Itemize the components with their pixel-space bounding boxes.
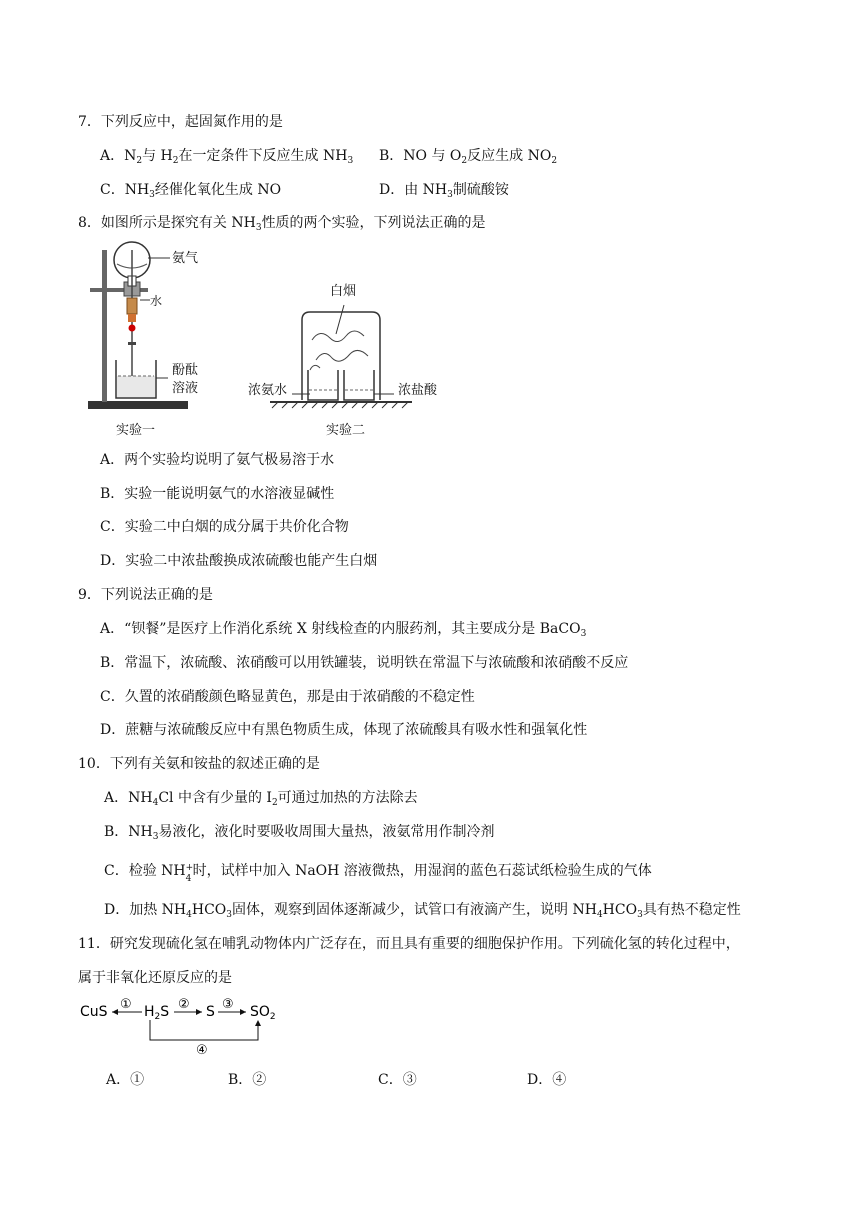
- caption-experiment-one: 实验一: [116, 423, 156, 438]
- q7-option-b: B．NO 与 $O_2$反应生成 $NO_2$: [379, 148, 558, 166]
- q8-option-b: B．实验一能说明氨气的水溶液显碱性: [100, 486, 335, 502]
- q11-option-c: C．③: [378, 1072, 417, 1088]
- q8-stem: 8．如图所示是探究有关 $NH_3$性质的两个实验，下列说法正确的是: [78, 215, 486, 233]
- q10-option-d: D．加热 $NH_4HCO_3$固体，观察到固体逐渐减少，试管口有液滴产生，说明 $NH_4HCO_3$具有热不稳定性: [104, 902, 741, 920]
- label-ammonia: 氨气: [172, 251, 199, 266]
- q11-stem-line1: 11．研究发现硫化氢在哺乳动物体内广泛存在，而且具有重要的细胞保护作用。下列硫化氢的转化过程中，: [78, 936, 740, 952]
- q9-option-c: C．久置的浓硝酸颜色略显黄色，那是由于浓硝酸的不稳定性: [100, 689, 475, 705]
- q11-option-d: D．④: [527, 1072, 567, 1088]
- label-phenolphthalein-1: 酚酞: [172, 363, 199, 378]
- label-water: 水: [150, 294, 163, 308]
- scheme-so2: $SO_2$: [250, 1004, 276, 1022]
- label-concentrated-ammonia: 浓氨水: [248, 383, 288, 398]
- scheme-s: S: [206, 1004, 215, 1020]
- q7-stem: 7．下列反应中，起固氮作用的是: [78, 114, 283, 130]
- q8-option-c: C．实验二中白烟的成分属于共价化合物: [100, 519, 349, 535]
- q11-option-a: A．①: [106, 1072, 145, 1088]
- q11-option-b: B．②: [228, 1072, 267, 1088]
- q10-option-c: C．检验 NH + 4 时，试样中加入 NaOH 溶液微热，用湿润的蓝色石蕊试纸检验生成的气体: [104, 863, 652, 884]
- q10-stem: 10．下列有关氨和铵盐的叙述正确的是: [78, 756, 320, 772]
- q7-option-a: A．$N_2$与 $H_2$在一定条件下反应生成 $NH_3$: [100, 148, 354, 166]
- q9-option-d: D．蔗糖与浓硫酸反应中有黑色物质生成，体现了浓硫酸具有吸水性和强氧化性: [100, 722, 588, 738]
- q10-option-a: A．$NH_4Cl$ 中含有少量的 $I_2$可通过加热的方法除去: [104, 790, 418, 808]
- q8-option-d: D．实验二中浓盐酸换成浓硫酸也能产生白烟: [100, 553, 378, 569]
- q7-option-c: C．$NH_3$经催化氧化生成 NO: [100, 182, 282, 200]
- experiment-one-figure: [84, 238, 234, 440]
- label-concentrated-hcl: 浓盐酸: [398, 383, 438, 398]
- q8-option-a: A．两个实验均说明了氨气极易溶于水: [100, 452, 335, 468]
- scheme-h2s: $H_2S$: [144, 1004, 170, 1022]
- q11-stem-line2: 属于非氧化还原反应的是: [78, 970, 232, 986]
- scheme-step-4: ④: [196, 1043, 208, 1058]
- q9-option-a: A．“钡餐”是医疗上作消化系统 X 射线检查的内服药剂，其主要成分是 BaCO$_3$: [100, 621, 587, 639]
- label-phenolphthalein-2: 溶液: [172, 381, 199, 396]
- scheme-cus: CuS: [80, 1004, 108, 1020]
- scheme-step-2: ②: [178, 997, 190, 1012]
- label-white-smoke: 白烟: [330, 284, 357, 299]
- q9-stem: 9．下列说法正确的是: [78, 587, 213, 603]
- q10-option-b: B．$NH_3$易液化，液化时要吸收周围大量热，液氨常用作制冷剂: [104, 824, 495, 842]
- scheme-step-3: ③: [222, 997, 234, 1012]
- caption-experiment-two: 实验二: [326, 423, 366, 438]
- q7-option-d: D．由 $NH_3$制硫酸铵: [379, 182, 509, 200]
- h2s-conversion-scheme: [78, 996, 288, 1058]
- q9-option-b: B．常温下，浓硫酸、浓硝酸可以用铁罐装，说明铁在常温下与浓硫酸和浓硝酸不反应: [100, 655, 629, 671]
- scheme-step-1: ①: [120, 997, 132, 1012]
